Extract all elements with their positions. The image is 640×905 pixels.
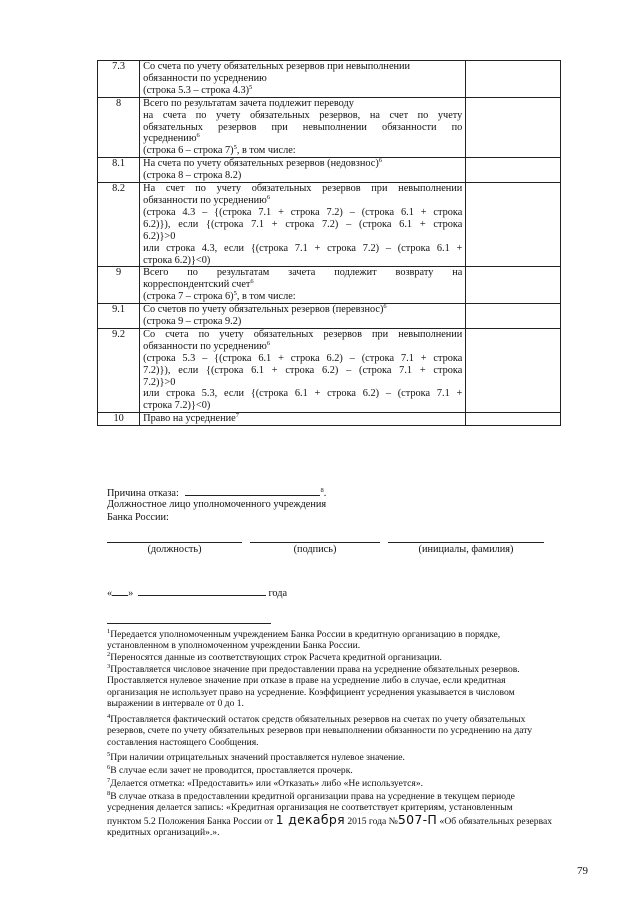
row-value-cell[interactable]: [466, 328, 561, 412]
description-line: Право на усреднение: [143, 413, 236, 425]
description-line: Со счета по учету обязательных резервов при невыполнении: [143, 61, 411, 72]
table-row: [98, 158, 561, 183]
row-description: [140, 413, 466, 426]
table-row: [98, 183, 561, 267]
description-line: строка 6.2)}<0): [143, 254, 211, 266]
footnote-2: $^2$Переносятся данные из соответствующих строк Расчета кредитной организации.: [107, 651, 442, 663]
handwritten-date: 1 декабря: [275, 811, 345, 827]
row-description: [140, 267, 466, 304]
handwritten-number: 507-П: [397, 811, 438, 827]
row-value-cell[interactable]: [466, 183, 561, 267]
row-description: [140, 97, 466, 158]
description-line: (строка 5.3 – строка 4.3): [143, 84, 250, 96]
refusal-blank: [185, 486, 320, 496]
description-line: Всего по результатам зачета подлежит возврату на: [143, 267, 463, 279]
description-line: корреспондентский счет: [143, 279, 251, 291]
row-number: 10: [98, 413, 140, 426]
row-number: 9.2: [98, 328, 140, 412]
description-line: 6.2)}>0: [143, 230, 176, 242]
footnote-6: $^6$В случае если зачет не проводится, проставляется прочерк.: [107, 764, 353, 776]
description-line: , в том числе:: [236, 145, 296, 157]
date-line: « » года: [107, 588, 288, 599]
footnote-5: $^5$При наличии отрицательных значений проставляется нулевое значение.: [107, 751, 405, 763]
table-row: [98, 304, 561, 329]
footnote-ref: 5: [233, 290, 237, 298]
row-value-cell[interactable]: [466, 304, 561, 329]
reserves-table: [97, 60, 561, 426]
table-row: [98, 267, 561, 304]
refusal-reason: Причина отказа: $^8$.: [107, 487, 327, 499]
row-number: 9: [98, 267, 140, 304]
footnote-ref: 6: [196, 132, 200, 140]
description-line: (строка 9 – строка 9.2): [143, 316, 242, 328]
description-line: обязанности по усреднению: [143, 72, 267, 84]
signature-caption: (подпись): [293, 544, 337, 555]
row-number: 8.2: [98, 183, 140, 267]
description-line: строка 7.2)}<0): [143, 400, 211, 412]
initials-line: [388, 542, 544, 543]
description-line: усреднению: [143, 133, 197, 145]
row-value-cell[interactable]: [466, 158, 561, 183]
description-line: (строка 8 – строка 8.2): [143, 170, 242, 182]
description-line: На счета по учету обязательных резервов (недовзнос): [143, 158, 379, 170]
footnote-ref: 6: [250, 278, 254, 286]
description-line: , в том числе:: [236, 291, 296, 303]
description-line: на счета по учету обязательных резервов, на счет по учету: [143, 109, 463, 121]
description-line: 7.2)}>0: [143, 376, 176, 388]
description-line: Со счета по учету обязательных резервов при невыполнении: [143, 328, 463, 340]
footnote-3: $^3$Проставляется числовое значение при предоставлении права на усреднение обязательных резервов. Проставляется нулевое значение при отказе в праве на усреднение либо в случае, если кредитная организация не использует право на усреднение. Коэффициент усреднения указывается в числовом выражении в интервале от 0 до 1.: [107, 663, 520, 710]
row-number: 8: [98, 97, 140, 158]
page-number: 79: [577, 865, 588, 877]
description-line: (строка 7 – строка 6): [143, 291, 234, 303]
footnote-1: $^1$Передается уполномоченным учреждением Банка России в кредитную организацию в порядке, установленном в уполномоченном учреждении Банка России.: [107, 628, 501, 652]
footnote-ref: 7: [235, 412, 239, 420]
footnote-rule: [107, 623, 271, 624]
row-number: 7.3: [98, 61, 140, 98]
description-line: (строка 4.3 – {(строка 7.1 + строка 7.2) – (строка 6.1 + строка: [143, 206, 463, 218]
description-line: Всего по результатам зачета подлежит переводу: [143, 97, 354, 109]
footnote-ref: 6: [383, 303, 387, 311]
initials-caption: (инициалы, фамилия): [418, 544, 514, 555]
description-line: или строка 5.3, если {(строка 6.1 + строка 6.2) – (строка 7.1 +: [143, 388, 463, 400]
table-row: [98, 97, 561, 158]
row-description: [140, 183, 466, 267]
description-line: (строка 5.3 – {(строка 6.1 + строка 6.2) – (строка 7.1 + строка: [143, 352, 463, 364]
position-line: [107, 542, 242, 543]
description-line: обязанности по усреднению: [143, 194, 267, 206]
signature-line: [250, 542, 380, 543]
description-line: 7.2)}), если {(строка 6.1 + строка 6.2) – (строка 7.1 + строка: [143, 364, 463, 376]
table-row: [98, 328, 561, 412]
description-line: Со счетов по учету обязательных резервов (перевзнос): [143, 304, 384, 316]
description-line: обязанности по усреднению: [143, 340, 267, 352]
official-label-2: Банка России:: [107, 512, 169, 523]
row-description: [140, 328, 466, 412]
row-number: 8.1: [98, 158, 140, 183]
footnote-ref: 6: [266, 193, 271, 201]
row-value-cell[interactable]: [466, 267, 561, 304]
description-line: или строка 4.3, если {(строка 7.1 + строка 7.2) – (строка 6.1 +: [143, 242, 463, 254]
refusal-label: Причина отказа:: [107, 488, 179, 499]
footnote-7: $^7$Делается отметка: «Предоставить» или «Отказать» либо «Не используется».: [107, 777, 424, 789]
position-caption: (должность): [147, 544, 202, 555]
footnote-ref: 5: [249, 83, 253, 91]
refusal-footnote-ref: 8: [320, 487, 324, 494]
footnote-4: $^4$Проставляется фактический остаток средств обязательных резервов на счетах по учету обязательных резервов, счете по учету обязательных резервов при невыполнении обязанности по усреднению на дату составления настоящего Сообщения.: [107, 713, 533, 748]
row-value-cell[interactable]: [466, 97, 561, 158]
footnote-ref: 6: [378, 157, 383, 165]
table-row: [98, 61, 561, 98]
official-label-1: Должностное лицо уполномоченного учреждения: [107, 499, 327, 510]
row-description: [140, 61, 466, 98]
footnote-8: $^8$В случае отказа в предоставлении кредитной организации права на усреднение в текущем периоде усреднения делается запись: «Кредитная организация не соответствует критериям, установленным пунктом 5.2 Положения Банка России от 1 декабря 2015 года №507-П «Об обязательных резервах кредитных организаций».».: [107, 790, 553, 839]
row-value-cell[interactable]: [466, 61, 561, 98]
description-line: На счет по учету обязательных резервов при невыполнении: [143, 183, 463, 195]
row-number: 9.1: [98, 304, 140, 329]
description-line: (строка 6 – строка 7): [143, 145, 234, 157]
description-line: 6.2)}), если {(строка 7.1 + строка 7.2) – (строка 6.1 + строка: [143, 218, 463, 230]
description-line: обязательных резервов при невыполнении обязанности по: [143, 121, 463, 133]
footnote-ref: 5: [233, 144, 237, 152]
row-description: [140, 158, 466, 183]
footnote-ref: 6: [266, 339, 271, 347]
table-row: [98, 413, 561, 426]
row-value-cell[interactable]: [466, 413, 561, 426]
row-description: [140, 304, 466, 329]
date-month-blank: [138, 586, 266, 596]
